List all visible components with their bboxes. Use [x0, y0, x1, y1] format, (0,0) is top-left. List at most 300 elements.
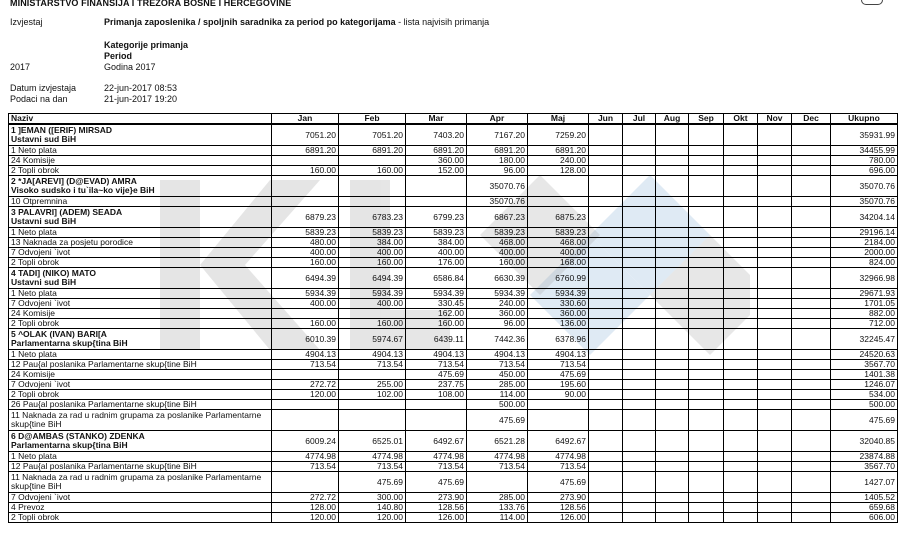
month-value-cell: 7259.20: [528, 124, 589, 146]
month-value-cell: 713.54: [406, 462, 467, 472]
month-value-cell: 400.00: [272, 299, 339, 309]
month-value-cell: [656, 156, 689, 166]
employee-institution: Ustavni sud BiH: [11, 134, 77, 144]
month-value-cell: [724, 493, 758, 503]
month-value-cell: [758, 410, 792, 431]
month-value-cell: [792, 228, 831, 238]
month-value-cell: 160.00: [272, 319, 339, 329]
employee-name: 1 ]EMAN ([ERIF) MIRSAD: [11, 124, 113, 135]
month-value-cell: [656, 319, 689, 329]
month-value-cell: [758, 360, 792, 370]
month-value-cell: 475.69: [406, 472, 467, 493]
month-value-cell: 6521.28: [467, 431, 528, 452]
month-value-cell: [792, 360, 831, 370]
month-value-cell: [758, 258, 792, 268]
month-value-cell: [724, 248, 758, 258]
month-value-cell: [689, 431, 724, 452]
month-value-cell: 273.90: [406, 493, 467, 503]
month-value-cell: [589, 410, 623, 431]
month-value-cell: [689, 309, 724, 319]
month-value-cell: [689, 156, 724, 166]
month-value-cell: 475.69: [406, 370, 467, 380]
month-value-cell: [689, 124, 724, 146]
month-value-cell: [792, 493, 831, 503]
total-cell: 29196.14: [831, 228, 898, 238]
month-value-cell: [724, 452, 758, 462]
employee-institution: Ustavni sud BiH: [11, 277, 77, 287]
month-value-cell: 713.54: [528, 360, 589, 370]
month-value-cell: [758, 452, 792, 462]
ministry-title: MINISTARSTVO FINANSIJA I TREZORA BOSNE I HERCEGOVINE: [10, 0, 292, 8]
month-value-cell: 475.69: [339, 472, 406, 493]
month-value-cell: [792, 207, 831, 228]
month-value-cell: [689, 228, 724, 238]
month-value-cell: [792, 431, 831, 452]
employee-name-cell: [9, 431, 272, 452]
month-value-cell: [589, 309, 623, 319]
table-row: [9, 228, 898, 238]
month-value-cell: 6875.23: [528, 207, 589, 228]
month-value-cell: [724, 350, 758, 360]
month-value-cell: [792, 452, 831, 462]
month-value-cell: [623, 410, 656, 431]
month-value-cell: [589, 228, 623, 238]
total-cell: 882.00: [831, 309, 898, 319]
month-value-cell: [758, 289, 792, 299]
month-value-cell: [623, 319, 656, 329]
month-value-cell: 152.00: [406, 166, 467, 176]
table-row: [9, 248, 898, 258]
month-value-cell: [792, 319, 831, 329]
month-value-cell: [589, 513, 623, 523]
month-value-cell: 128.56: [528, 503, 589, 513]
month-value-cell: [758, 197, 792, 207]
month-value-cell: [689, 238, 724, 248]
month-value-cell: [656, 410, 689, 431]
month-value-cell: [623, 289, 656, 299]
month-value-cell: 6760.99: [528, 268, 589, 289]
month-value-cell: [528, 197, 589, 207]
month-value-cell: [623, 462, 656, 472]
category-name-cell: 2 Topli obrok: [9, 258, 272, 268]
month-value-cell: 6891.20: [467, 146, 528, 156]
category-name-cell: 2 Topli obrok: [9, 513, 272, 523]
month-value-cell: 475.69: [467, 410, 528, 431]
month-value-cell: [589, 503, 623, 513]
month-value-cell: [656, 268, 689, 289]
year-value: 2017: [10, 62, 31, 72]
month-value-cell: [792, 309, 831, 319]
month-value-cell: [589, 176, 623, 197]
month-value-cell: [623, 176, 656, 197]
month-value-cell: [467, 472, 528, 493]
month-value-cell: [656, 124, 689, 146]
month-value-cell: [656, 248, 689, 258]
month-value-cell: [589, 472, 623, 493]
month-value-cell: 126.00: [406, 513, 467, 523]
month-value-cell: 360.00: [406, 156, 467, 166]
month-value-cell: [758, 309, 792, 319]
total-cell: 659.68: [831, 503, 898, 513]
month-value-cell: [623, 503, 656, 513]
category-name-cell: 2 Topli obrok: [9, 319, 272, 329]
category-name-cell: 24 Komisije: [9, 156, 272, 166]
month-value-cell: [758, 493, 792, 503]
month-value-cell: [656, 176, 689, 197]
month-value-cell: [724, 309, 758, 319]
employee-name: 3 PALAVRI] (ADEM) SEADA: [11, 206, 123, 217]
izvjestaj-label: Izvjestaj: [10, 17, 43, 27]
total-cell: 35070.76: [831, 197, 898, 207]
employee-row: [9, 207, 898, 228]
month-value-cell: [724, 431, 758, 452]
month-value-cell: [792, 268, 831, 289]
month-value-cell: [724, 503, 758, 513]
employee-row: [9, 268, 898, 289]
month-value-cell: 285.00: [467, 380, 528, 390]
month-value-cell: [589, 146, 623, 156]
table-row: [9, 197, 898, 207]
table-row: [9, 472, 898, 493]
month-value-cell: [758, 176, 792, 197]
month-value-cell: [689, 207, 724, 228]
category-name-cell: 7 Odvojeni `ivot: [9, 380, 272, 390]
month-value-cell: 255.00: [339, 380, 406, 390]
month-value-cell: [758, 319, 792, 329]
month-value-cell: [272, 309, 339, 319]
month-value-cell: [656, 309, 689, 319]
month-value-cell: 360.00: [528, 309, 589, 319]
month-value-cell: [623, 299, 656, 309]
month-value-cell: [528, 410, 589, 431]
table-row: [9, 462, 898, 472]
month-value-cell: [656, 513, 689, 523]
month-value-cell: 6586.84: [406, 268, 467, 289]
total-cell: 534.00: [831, 390, 898, 400]
month-value-cell: 6492.67: [528, 431, 589, 452]
total-cell: 23874.88: [831, 452, 898, 462]
month-value-cell: 6891.20: [339, 146, 406, 156]
total-cell: 696.00: [831, 166, 898, 176]
month-value-cell: [758, 431, 792, 452]
month-value-cell: 713.54: [339, 360, 406, 370]
employee-row: [9, 431, 898, 452]
month-value-cell: [689, 462, 724, 472]
month-value-cell: [724, 462, 758, 472]
table-row: [9, 289, 898, 299]
month-value-cell: [656, 197, 689, 207]
col-header: Aug: [656, 114, 689, 125]
category-name-cell: 11 Naknada za rad u radnim grupama za poslanike Parlamentarne skup{tine BiH: [9, 410, 272, 431]
month-value-cell: [689, 370, 724, 380]
month-value-cell: [623, 228, 656, 238]
month-value-cell: [724, 268, 758, 289]
month-value-cell: [689, 400, 724, 410]
month-value-cell: 330.60: [528, 299, 589, 309]
month-value-cell: [623, 309, 656, 319]
month-value-cell: 4904.13: [528, 350, 589, 360]
month-value-cell: [758, 248, 792, 258]
category-name-cell: 2 Topli obrok: [9, 166, 272, 176]
month-value-cell: [589, 360, 623, 370]
month-value-cell: [758, 390, 792, 400]
category-name-cell: 26 Pau{al poslanika Parlamentarne skup{tine BiH: [9, 400, 272, 410]
category-name-cell: 1 Neto plata: [9, 146, 272, 156]
month-value-cell: [758, 207, 792, 228]
month-value-cell: [589, 166, 623, 176]
month-value-cell: 7051.20: [272, 124, 339, 146]
month-value-cell: [758, 380, 792, 390]
month-value-cell: [724, 410, 758, 431]
month-value-cell: [792, 289, 831, 299]
month-value-cell: 6799.23: [406, 207, 467, 228]
total-cell: 475.69: [831, 410, 898, 431]
month-value-cell: 6879.23: [272, 207, 339, 228]
month-value-cell: [656, 207, 689, 228]
month-value-cell: [758, 228, 792, 238]
month-value-cell: [589, 370, 623, 380]
month-value-cell: 4904.13: [406, 350, 467, 360]
month-value-cell: 120.00: [272, 513, 339, 523]
category-name-cell: 2 Topli obrok: [9, 390, 272, 400]
table-row: [9, 380, 898, 390]
month-value-cell: 384.00: [406, 238, 467, 248]
month-value-cell: [339, 370, 406, 380]
month-value-cell: 160.00: [467, 258, 528, 268]
employee-institution: Parlamentarna skup{tina BiH: [11, 338, 128, 348]
month-value-cell: [792, 462, 831, 472]
month-value-cell: 6891.20: [272, 146, 339, 156]
month-value-cell: 273.90: [528, 493, 589, 503]
month-value-cell: 480.00: [272, 238, 339, 248]
month-value-cell: [792, 513, 831, 523]
month-value-cell: 272.72: [272, 493, 339, 503]
print-icon[interactable]: [861, 0, 883, 5]
report-title: Primanja zaposlenika / spoljnih saradnika za period po kategorijama: [104, 17, 396, 27]
month-value-cell: [589, 452, 623, 462]
month-value-cell: [406, 400, 467, 410]
month-value-cell: [689, 390, 724, 400]
month-value-cell: [272, 410, 339, 431]
month-value-cell: [589, 258, 623, 268]
total-cell: 824.00: [831, 258, 898, 268]
total-cell: 1246.07: [831, 380, 898, 390]
month-value-cell: [689, 472, 724, 493]
month-value-cell: 272.72: [272, 380, 339, 390]
month-value-cell: [689, 319, 724, 329]
month-value-cell: [623, 380, 656, 390]
month-value-cell: [656, 329, 689, 350]
month-value-cell: [406, 410, 467, 431]
month-value-cell: [689, 329, 724, 350]
table-body: [9, 124, 898, 523]
month-value-cell: [589, 248, 623, 258]
month-value-cell: [656, 503, 689, 513]
month-value-cell: [272, 176, 339, 197]
month-value-cell: [689, 268, 724, 289]
month-value-cell: 6378.96: [528, 329, 589, 350]
category-name-cell: 11 Naknada za rad u radnim grupama za poslanike Parlamentarne skup{tine BiH: [9, 472, 272, 493]
employee-name-cell: [9, 329, 272, 350]
total-cell: 712.00: [831, 319, 898, 329]
table-header-row: [9, 114, 898, 125]
month-value-cell: [689, 360, 724, 370]
total-cell: 24520.63: [831, 350, 898, 360]
month-value-cell: 180.00: [467, 156, 528, 166]
month-value-cell: [656, 472, 689, 493]
month-value-cell: 5934.39: [406, 289, 467, 299]
month-value-cell: 4774.98: [339, 452, 406, 462]
month-value-cell: 160.00: [339, 319, 406, 329]
month-value-cell: [656, 380, 689, 390]
month-value-cell: [792, 400, 831, 410]
month-value-cell: [623, 197, 656, 207]
month-value-cell: [589, 400, 623, 410]
total-cell: 29671.93: [831, 289, 898, 299]
total-cell: 1405.52: [831, 493, 898, 503]
month-value-cell: 7442.36: [467, 329, 528, 350]
month-value-cell: 400.00: [467, 248, 528, 258]
month-value-cell: [724, 289, 758, 299]
month-value-cell: [724, 370, 758, 380]
month-value-cell: [792, 166, 831, 176]
month-value-cell: [406, 176, 467, 197]
month-value-cell: [689, 493, 724, 503]
month-value-cell: 140.80: [339, 503, 406, 513]
month-value-cell: 4774.98: [272, 452, 339, 462]
month-value-cell: 128.00: [272, 503, 339, 513]
month-value-cell: [528, 176, 589, 197]
month-value-cell: [792, 410, 831, 431]
col-header: Feb: [339, 114, 406, 125]
month-value-cell: 176.00: [406, 258, 467, 268]
table-row: [9, 238, 898, 248]
report-table: [8, 113, 898, 523]
table-row: [9, 390, 898, 400]
month-value-cell: [758, 238, 792, 248]
month-value-cell: [623, 124, 656, 146]
month-value-cell: [792, 176, 831, 197]
month-value-cell: 5974.67: [339, 329, 406, 350]
employee-institution: Ustavni sud BiH: [11, 216, 77, 226]
month-value-cell: 4774.98: [467, 452, 528, 462]
table-row: [9, 493, 898, 503]
month-value-cell: 120.00: [339, 513, 406, 523]
month-value-cell: 300.00: [339, 493, 406, 503]
month-value-cell: [656, 390, 689, 400]
col-header: Dec: [792, 114, 831, 125]
employee-name-cell: [9, 268, 272, 289]
month-value-cell: [656, 360, 689, 370]
month-value-cell: [758, 299, 792, 309]
month-value-cell: 5839.23: [406, 228, 467, 238]
month-value-cell: [656, 350, 689, 360]
total-cell: 780.00: [831, 156, 898, 166]
month-value-cell: 237.75: [406, 380, 467, 390]
month-value-cell: [689, 299, 724, 309]
month-value-cell: [623, 513, 656, 523]
month-value-cell: 6009.24: [272, 431, 339, 452]
month-value-cell: 128.00: [528, 166, 589, 176]
month-value-cell: [724, 124, 758, 146]
month-value-cell: 4774.98: [528, 452, 589, 462]
table-row: [9, 156, 898, 166]
month-value-cell: [792, 124, 831, 146]
table-row: [9, 410, 898, 431]
month-value-cell: [623, 390, 656, 400]
podaci-value: 21-jun-2017 19:20: [104, 94, 178, 104]
table-row: [9, 503, 898, 513]
month-value-cell: [623, 370, 656, 380]
month-value-cell: [623, 207, 656, 228]
table-row: [9, 513, 898, 523]
total-cell: 3567.70: [831, 360, 898, 370]
month-value-cell: 5839.23: [339, 228, 406, 238]
month-value-cell: [589, 156, 623, 166]
month-value-cell: 4774.98: [406, 452, 467, 462]
month-value-cell: [792, 156, 831, 166]
month-value-cell: [792, 299, 831, 309]
month-value-cell: [623, 268, 656, 289]
month-value-cell: [589, 289, 623, 299]
month-value-cell: [689, 503, 724, 513]
datum-label: Datum izvjestaja: [10, 83, 77, 93]
month-value-cell: [272, 197, 339, 207]
month-value-cell: [528, 400, 589, 410]
table-row: [9, 319, 898, 329]
month-value-cell: [724, 329, 758, 350]
month-value-cell: [724, 299, 758, 309]
category-name-cell: 10 Otpremnina: [9, 197, 272, 207]
month-value-cell: [724, 146, 758, 156]
month-value-cell: [758, 462, 792, 472]
month-value-cell: 7403.20: [406, 124, 467, 146]
col-header: Jun: [589, 114, 623, 125]
month-value-cell: [724, 207, 758, 228]
month-value-cell: 450.00: [467, 370, 528, 380]
month-value-cell: [656, 146, 689, 156]
total-cell: 32040.85: [831, 431, 898, 452]
month-value-cell: 713.54: [339, 462, 406, 472]
month-value-cell: 6891.20: [528, 146, 589, 156]
month-value-cell: [724, 390, 758, 400]
month-value-cell: 330.45: [406, 299, 467, 309]
month-value-cell: [272, 472, 339, 493]
month-value-cell: [339, 176, 406, 197]
month-value-cell: [589, 431, 623, 452]
month-value-cell: 96.00: [467, 319, 528, 329]
month-value-cell: [792, 238, 831, 248]
month-value-cell: [589, 124, 623, 146]
month-value-cell: 5934.39: [528, 289, 589, 299]
report-title-line: [104, 17, 489, 28]
month-value-cell: [792, 197, 831, 207]
month-value-cell: 713.54: [467, 462, 528, 472]
month-value-cell: [758, 156, 792, 166]
month-value-cell: [589, 390, 623, 400]
total-cell: 32966.98: [831, 268, 898, 289]
month-value-cell: [623, 238, 656, 248]
month-value-cell: 713.54: [467, 360, 528, 370]
month-value-cell: [589, 329, 623, 350]
month-value-cell: 136.00: [528, 319, 589, 329]
month-value-cell: [689, 452, 724, 462]
month-value-cell: 160.00: [339, 166, 406, 176]
category-name-cell: 7 Odvojeni `ivot: [9, 493, 272, 503]
month-value-cell: [623, 493, 656, 503]
month-value-cell: 168.00: [528, 258, 589, 268]
month-value-cell: 90.00: [528, 390, 589, 400]
